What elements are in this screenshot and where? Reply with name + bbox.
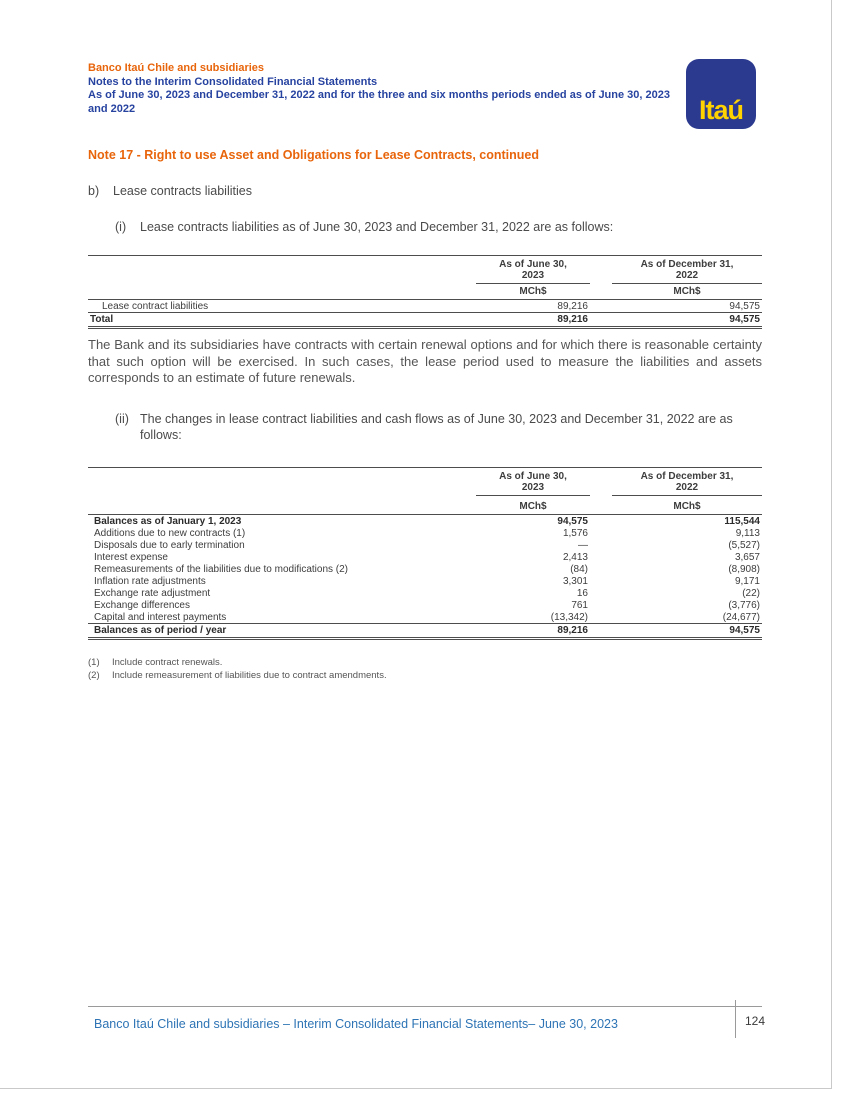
footnotes xyxy=(88,656,762,682)
table2-col-december-2022: As of December 31, 2022 xyxy=(590,467,762,496)
list-item-i-text: Lease contracts liabilities as of June 30, 2023 and December 31, 2022 are as follows: xyxy=(140,220,614,234)
table-row: Lease contract liabilities 89,216 94,575 xyxy=(102,301,760,312)
table1-col-december-2022: As of December 31, 2022 xyxy=(590,256,762,285)
company-name: Banco Itaú Chile and subsidiaries xyxy=(88,62,265,74)
table-row: Balances as of period / year 89,216 94,575 xyxy=(88,623,762,638)
section-b xyxy=(88,183,762,199)
page-footer xyxy=(88,1006,766,1033)
table1-unit-2022: MCh$ xyxy=(590,284,762,300)
footer-text: Banco Itaú Chile and subsidiaries – Interim Consolidated Financial Statements– June 30, 2023 xyxy=(94,1017,618,1031)
table1-title-row xyxy=(88,256,762,285)
table-row: Disposals due to early termination — (5,527) xyxy=(94,539,760,551)
page-number: 124 xyxy=(735,1000,762,1038)
list-item-ii-label: (ii) xyxy=(115,411,129,426)
table-row: Balances as of January 1, 2023 94,575 115,544 xyxy=(94,515,760,527)
table2-col-june-2023: As of June 30, 2023 xyxy=(462,467,590,496)
list-item-ii-text: The changes in lease contract liabilities and cash flows as of June 30, 2023 and December 31, 2022 are as follows: xyxy=(140,411,733,442)
footnote-label: (1) xyxy=(88,656,100,668)
list-item-i xyxy=(115,219,762,235)
table2-title-row xyxy=(88,467,762,496)
table-row: Interest expense 2,413 3,657 xyxy=(94,551,760,563)
itau-logo-text: Itaú xyxy=(698,95,743,125)
table1-unit-2023: MCh$ xyxy=(462,284,590,300)
table2-unit-2023: MCh$ xyxy=(462,496,590,515)
table-row: Remeasurements of the liabilities due to modifications (2) (84) (8,908) xyxy=(94,563,760,575)
table-row: Capital and interest payments (13,342) (24,677) xyxy=(94,611,760,623)
footnote-label: (2) xyxy=(88,669,100,681)
section-b-text: Lease contracts liabilities xyxy=(113,184,252,198)
document-header xyxy=(88,62,762,125)
renewal-options-paragraph: The Bank and its subsidiaries have contracts with certain renewal options and for which there is reasonable certainty that such option will be exercised. In such cases, the lease period used to measure the liabilities and assets corresponds to an estimate of future renewals. xyxy=(88,337,762,385)
section-b-label: b) xyxy=(88,184,100,198)
table2-unit-2022: MCh$ xyxy=(590,496,762,515)
footnote xyxy=(88,669,762,682)
note-title: Note 17 - Right to use Asset and Obligations for Lease Contracts, continued xyxy=(88,148,539,162)
lease-liabilities-table xyxy=(88,255,762,329)
table-row: Additions due to new contracts (1) 1,576 9,113 xyxy=(94,527,760,539)
table-row: Inflation rate adjustments 3,301 9,171 xyxy=(94,575,760,587)
reporting-period: As of June 30, 2023 and December 31, 2022 and for the three and six months periods ended as of June 30, 2023 and 2022 xyxy=(88,89,670,115)
itau-logo xyxy=(686,59,756,129)
list-item-i-label: (i) xyxy=(115,220,127,234)
footnote xyxy=(88,656,762,669)
table-row: Total 89,216 94,575 xyxy=(88,313,762,328)
footnote-text: Include remeasurement of liabilities due to contract amendments. xyxy=(112,669,387,681)
lease-changes-table xyxy=(88,467,762,640)
table2-corner-cell xyxy=(88,467,462,496)
table2-unit-row xyxy=(88,496,762,515)
table-row: Exchange rate adjustment 16 (22) xyxy=(94,587,760,599)
list-item-ii xyxy=(115,411,762,443)
table-row: Exchange differences 761 (3,776) xyxy=(94,599,760,611)
table1-corner-cell xyxy=(88,256,462,285)
table1-unit-row xyxy=(88,284,762,300)
table1-col-june-2023: As of June 30, 2023 xyxy=(462,256,590,285)
footnote-text: Include contract renewals. xyxy=(112,656,223,668)
document-title: Notes to the Interim Consolidated Financial Statements xyxy=(88,75,378,88)
